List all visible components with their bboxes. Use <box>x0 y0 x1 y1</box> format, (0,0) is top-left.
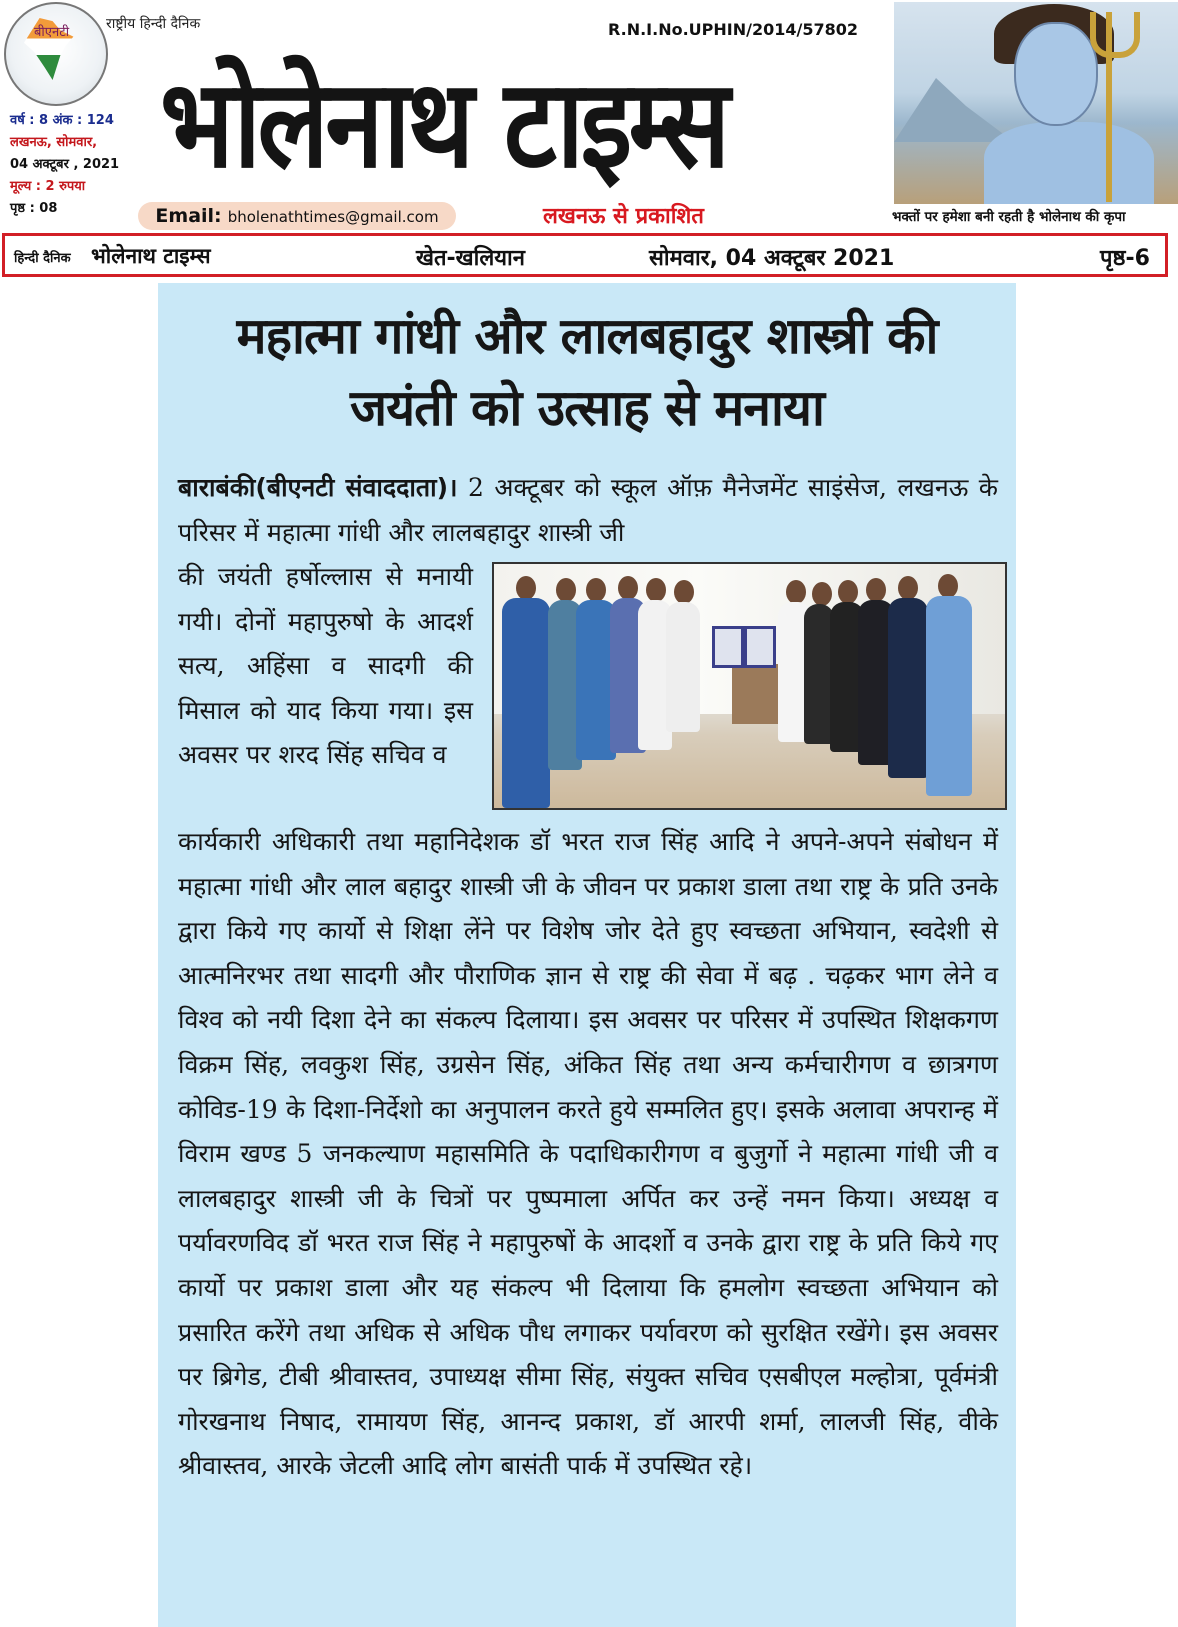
article-headline: महात्मा गांधी और लालबहादुर शास्त्री की जयंती को उत्साह से मनाया <box>236 307 938 437</box>
issue-date: 04 अक्टूबर , 2021 <box>10 157 120 172</box>
rni-number: R.N.I.No.UPHIN/2014/57802 <box>608 20 858 39</box>
published-from: लखनऊ से प्रकाशित <box>543 204 704 229</box>
infobar-tagline: हिन्दी दैनिक <box>14 251 71 266</box>
email-label: Email: <box>155 205 222 227</box>
page-number: पृष्ठ-6 <box>1100 246 1150 271</box>
place-day: लखनऊ, सोमवार, <box>10 135 98 150</box>
portrait-frame <box>712 626 744 668</box>
page-info-bar <box>2 233 1168 277</box>
price: मूल्य : 2 रुपया <box>10 179 86 194</box>
tagline: राष्ट्रीय हिन्दी दैनिक <box>106 16 201 32</box>
article-dateline: बाराबंकी(बीएनटी संवाददाता)। <box>178 473 458 502</box>
infobar-paper-name: भोलेनाथ टाइम्स <box>91 244 211 268</box>
article-paragraph-2: की जयंती हर्षोल्लास से मनायी गयी। दोनों महापुरुषो के आदर्श सत्य, अहिंसा व सादगी की मिसाल को याद किया गया। इस अवसर पर शरद सिंह सचिव व <box>178 562 473 770</box>
article-paragraph-1 <box>178 466 998 555</box>
issue-meta <box>10 110 119 220</box>
newspaper-title: भोलेनाथ टाइम्स <box>160 53 727 195</box>
article-text-1: 2 अक्टूबर को स्कूल ऑफ़ मैनेजमेंट साइंसेज, लखनऊ के परिसर में महात्मा गांधी और लालबहादुर शास्त्री जी <box>178 473 998 547</box>
email-badge <box>138 202 456 230</box>
event-photo <box>492 562 1007 810</box>
portrait-frame <box>744 626 776 668</box>
infobar-date: सोमवार, 04 अक्टूबर 2021 <box>649 246 895 271</box>
year-issue: वर्ष : 8 अंक : 124 <box>10 113 114 128</box>
email-address[interactable]: bholenathtimes@gmail.com <box>227 208 439 226</box>
newspaper-logo <box>4 2 108 106</box>
deity-image-caption: भक्तों पर हमेशा बनी रहती है भोलेनाथ की कृपा <box>892 209 1126 225</box>
article-paragraph-3: कार्यकारी अधिकारी तथा महानिदेशक डॉ भरत राज सिंह आदि ने अपने-अपने संबोधन में महात्मा गांधी और लाल बहादुर शास्त्री जी के जीवन पर प्रकाश डाला तथा राष्ट्र के प्रति उनके द्वारा किये गए कार्यो से शिक्षा लेंने पर विशेष जोर देते हुए स्वच्छता अभियान, स्वदेशी से आत्मनिरभर तथा सादगी और पौराणिक ज्ञान से राष्ट्र की सेवा में बढ़ . चढ़कर भाग लेने व विश्व को नयी दिशा देने का संकल्प दिलाया। इस अवसर पर परिसर में उपस्थित शिक्षकगण विक्रम सिंह, लवकुश सिंह, उग्रसेन सिंह, अंकित सिंह तथा अन्य कर्मचारीगण व छात्रगण कोविड-19 के दिशा-निर्देशो का अनुपालन करते हुये सम्मलित हुए। इसके अलावा अपरान्ह में विराम खण्ड 5 जनकल्याण महासमिति के पदाधिकारीगण व बुजुर्गो ने महात्मा गांधी जी व लालबहादुर शास्त्री जी के चित्रों पर पुष्पमाला अर्पित कर उन्हें नमन किया। अध्यक्ष व पर्यावरणविद डॉ भरत राज सिंह ने महापुरुषों के आदर्शो व उनके द्वारा राष्ट्र के प्रति किये गए कार्यो पर प्रकाश डाला और यह संकल्प भी दिलाया कि हमलोग स्वच्छता अभियान को प्रसारित करेंगे तथा अधिक से अधिक पौध लगाकर पर्यावरण को सुरक्षित रखेंगे। इस अवसर पर ब्रिगेड, टीबी श्रीवास्तव, उपाध्यक्ष सीमा सिंह, संयुक्त सचिव एसबीएल मल्होत्रा, पूर्वमंत्री गोरखनाथ निषाद, रामायण सिंह, आनन्द प्रकाश, डॉ आरपी शर्मा, लालजी सिंह, वीके श्रीवास्तव, आरके जेटली आदि लोग बासंती पार्क में उपस्थित रहे। <box>178 827 998 1481</box>
deity-image <box>894 2 1178 204</box>
logo-text: बीएनटी <box>34 25 70 40</box>
page-count: पृष्ठ : 08 <box>10 201 58 216</box>
section-name: खेत-खलियान <box>416 246 525 271</box>
